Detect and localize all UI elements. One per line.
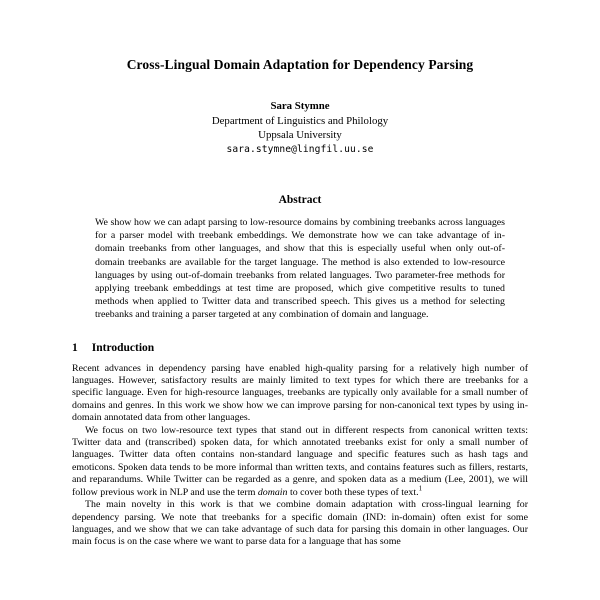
intro-paragraph-2-text: We focus on two low-resource text types that stand out in different respects from canonical written texts: Twitter data and (transcribed) spoken data, for which annotated treebanks exist for only a small number of languages. Twitter data often contains non-standard language and specific features such as hash tags and emoticons. Spoken data tends to be more informal than written texts, and contains features such as fillers, restarts, and reparandums. While Twitter can be regarded as a genre, and spoken data as a medium (Lee, 2001), we will follow previous work in NLP and use the term [72,424,528,498]
paper-title: Cross-Lingual Domain Adaptation for Dependency Parsing [126,57,474,72]
intro-paragraph-1: Recent advances in dependency parsing have enabled high-quality parsing for a relatively high number of languages. However, satisfactory results are mainly limited to text types for which there are treebanks for a specific language. Even for high-resource languages, treebanks are typically only available for a small number of domains and genres. In this work we show how we can improve parsing for non-canonical text types by using in-domain annotated data from other languages. [72,362,528,424]
intro-paragraph-3: The main novelty in this work is that we combine domain adaptation with cross-lingual learning for dependency parsing. We note that treebanks for a specific domain (IND: in-domain) often exist for some languages, and we show that we can take advantage of such data for parsing this domain in other languages. Our main focus is on the case where we want to parse data for a language that has some [72,499,528,548]
section-1-heading [72,342,528,354]
author-email: sara.stymne@lingfil.uu.se [226,143,374,155]
intro-paragraph-2-italic-term: domain [257,486,288,498]
abstract-text: We show how we can adapt parsing to low-resource domains by combining treebanks across languages for a parser model with treebank embeddings. We demonstrate how we can take advantage of in-domain treebanks from other languages, and show that this is especially useful when only out-of-domain treebanks are available for the target language. The method is also extended to low-resource languages by using out-of-domain treebanks from related languages. Two parameter-free methods for applying treebank embeddings at test time are proposed, which give competitive results to tuned methods when applied to Twitter data and transcribed speech. This gives us a method for selecting treebanks and training a parser targeted at any combination of domain and language. [95,217,505,321]
author-university: Uppsala University [258,129,342,141]
section-title: Introduction [91,341,155,354]
author-block [0,99,600,157]
footnote-marker: 1 [418,484,423,493]
author-department: Department of Linguistics and Philology [211,114,389,127]
author-name: Sara Stymne [270,100,330,112]
abstract-heading: Abstract [278,194,322,206]
section-number: 1 [72,341,78,354]
intro-paragraph-2 [72,425,528,499]
intro-paragraph-2-text-after: to cover both these types of text. [287,486,419,498]
